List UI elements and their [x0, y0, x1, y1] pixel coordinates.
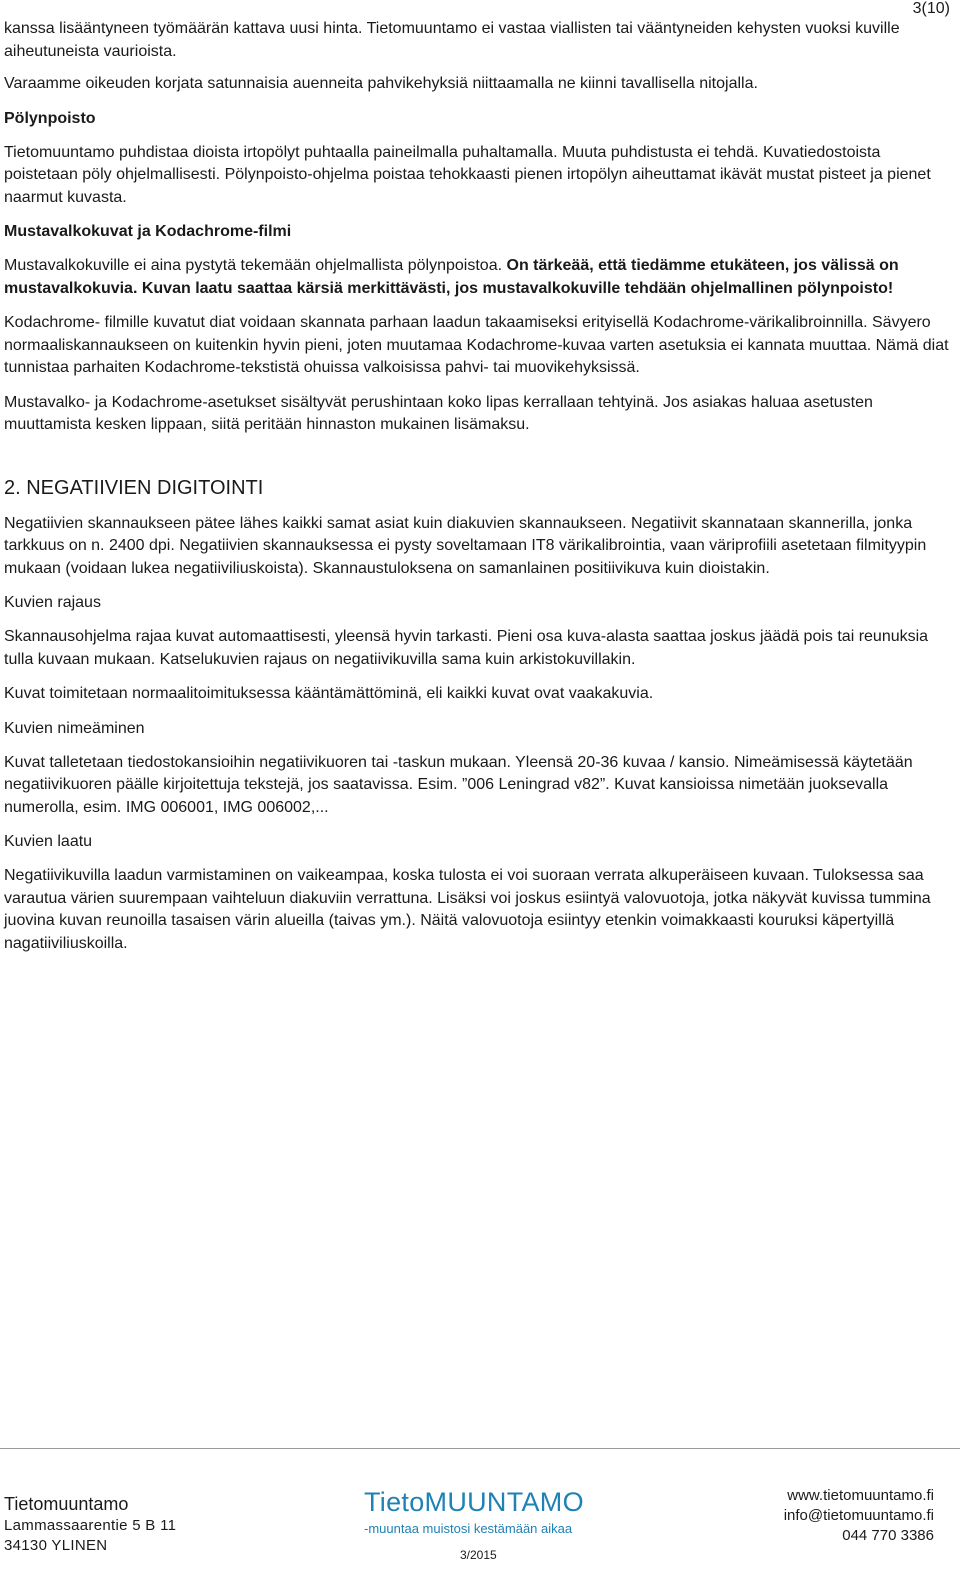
logo-wordmark: TietoMUUNTAMO: [364, 1487, 584, 1517]
logo-tagline: -muuntaa muistosi kestämään aikaa: [364, 1521, 573, 1536]
heading-cropping: Kuvien rajaus: [4, 594, 101, 611]
bw-text: Mustavalkokuville ei aina pystytä tekemään ohjelmallista pölynpoistoa.: [4, 257, 503, 274]
paragraph-dust-removal: Tietomuuntamo puhdistaa dioista irtopölyt puhtaalla paineilmalla puhaltamalla. Muuta puhdistusta ei tehdä. Kuvatiedostoista poistetaan pöly ohjelmallisesti. Pölynpoisto-ohjelma poistaa tehokkaasti pienen irtopölyn aiheuttamat ikävät mustat pisteet ja pienet naarmut kuvasta.: [4, 143, 931, 206]
footer-email[interactable]: info@tietomuuntamo.fi: [783, 1507, 934, 1524]
page-number: 3(10): [912, 0, 950, 17]
footer-divider: [0, 1448, 960, 1449]
heading-dust-removal: Pölynpoisto: [4, 109, 96, 127]
section-heading-negatives: 2. NEGATIIVIEN DIGITOINTI: [4, 476, 264, 499]
footer-company: Tietomuuntamo: [4, 1494, 129, 1514]
footer-phone: 044 770 3386: [842, 1527, 934, 1544]
heading-quality: Kuvien laatu: [4, 833, 93, 850]
footer-logo: [364, 1486, 614, 1538]
document-body: [4, 18, 954, 967]
paragraph-frames: Varaamme oikeuden korjata satunnaisia auenneita pahvikehyksiä niittaamalla ne kiinni tavallisella nitojalla.: [4, 75, 758, 92]
footer-address: [4, 1492, 176, 1556]
paragraph-settings: Mustavalko- ja Kodachrome-asetukset sisältyvät perushintaan koko lipas kerrallaan tehtyinä. Jos asiakas haluaa asetusten muuttamista kesken lippaan, siitä peritään hinnaston mukainen lisämaksu.: [4, 393, 873, 433]
paragraph-quality: Negatiivikuvilla laadun varmistaminen on vaikeampaa, koska tulosta ei voi suoraan verrata alkuperäiseen kuvaan. Tuloksessa saa varautua värien suurempaan vaihteluun diakuviin verrattuna. Lisäksi voi joskus esiintyä valovuotoja, jotka näkyvät kuvissa tummina juovina kuvan reunoilla tasaisen värin alueilla (taivas ym.). Näitä valovuotoja esiintyy etenkin voimakkaasti kouruksi käpertyillä nagatiiviliuskoilla.: [4, 867, 931, 952]
paragraph-cropping: Skannausohjelma rajaa kuvat automaattisesti, yleensä hyvin tarkasti. Pieni osa kuva-alasta saattaa joskus jäädä pois tai reunuksia tulla kuvaan mukaan. Katselukuvien rajaus on negatiivikuvilla sama kuin arkistokuvillakin.: [4, 628, 929, 668]
paragraph-naming: Kuvat talletetaan tiedostokansioihin negatiivikuoren tai -taskun mukaan. Yleensä 20-36 kuvaa / kansio. Nimeämisessä käytetään negatiivikuoren päälle kirjoitettuja tekstejä, jos saatavissa. Esim. ”006 Leningrad v82”. Kuvat kansioissa nimetään juoksevalla numerolla, esim. IMG 006001, IMG 006002,...: [4, 753, 913, 816]
footer-street: Lammassaarentie 5 B 11: [4, 1517, 177, 1534]
paragraph-kodachrome: Kodachrome- filmille kuvatut diat voidaan skannata parhaan laadun takaamiseksi erityisellä Kodachrome-värikalibroinnilla. Sävyero normaaliskannaukseen on kuitenkin hyvin pieni, joten muutamaa Kodachrome-kuvaa varten asetuksia ei kannata muuttaa. Nämä diat tunnistaa parhaiten Kodachrome-tekstistä ohuissa valkoisissa pahvi- tai muovikehyksissä.: [4, 314, 949, 376]
paragraph-bw: [4, 255, 954, 300]
heading-naming: Kuvien nimeäminen: [4, 719, 145, 737]
heading-bw-kodachrome: Mustavalkokuvat ja Kodachrome-filmi: [4, 223, 292, 240]
paragraph-orientation: Kuvat toimitetaan normaalitoimituksessa kääntämättöminä, eli kaikki kuvat ovat vaakakuvia.: [4, 685, 654, 702]
footer-postal: 34130 YLINEN: [4, 1537, 108, 1554]
footer-page-date: 3/2015: [460, 1548, 497, 1562]
paragraph-negatives: Negatiivien skannaukseen pätee lähes kaikki samat asiat kuin diakuvien skannaukseen. Negatiivit skannataan skannerilla, jonka tarkkuus on n. 2400 dpi. Negatiivien skannauksessa ei pysty soveltamaan IT8 värikalibrointia, vaan väriprofiili asetetaan filmityypin mukaan (voidaan lukea negatiiviliuskoista). Skannaustuloksena on samanlainen positiivikuva kuin dioistakin.: [4, 514, 927, 577]
bw-warning: On tärkeää, että tiedämme etukäteen, jos välissä on mustavalkokuvia. Kuvan laatu saattaa kärsiä merkittävästi, jos mustavalkokuville tehdään ohjelmallinen pölynpoisto!: [4, 257, 899, 297]
paragraph-intro: kanssa lisääntyneen työmäärän kattava uusi hinta. Tietomuuntamo ei vastaa viallisten tai vääntyneiden kehysten vuoksi kuville aiheutuneista vaurioista.: [4, 20, 900, 60]
footer-contact: [784, 1486, 934, 1546]
footer-website[interactable]: www.tietomuuntamo.fi: [787, 1487, 934, 1504]
